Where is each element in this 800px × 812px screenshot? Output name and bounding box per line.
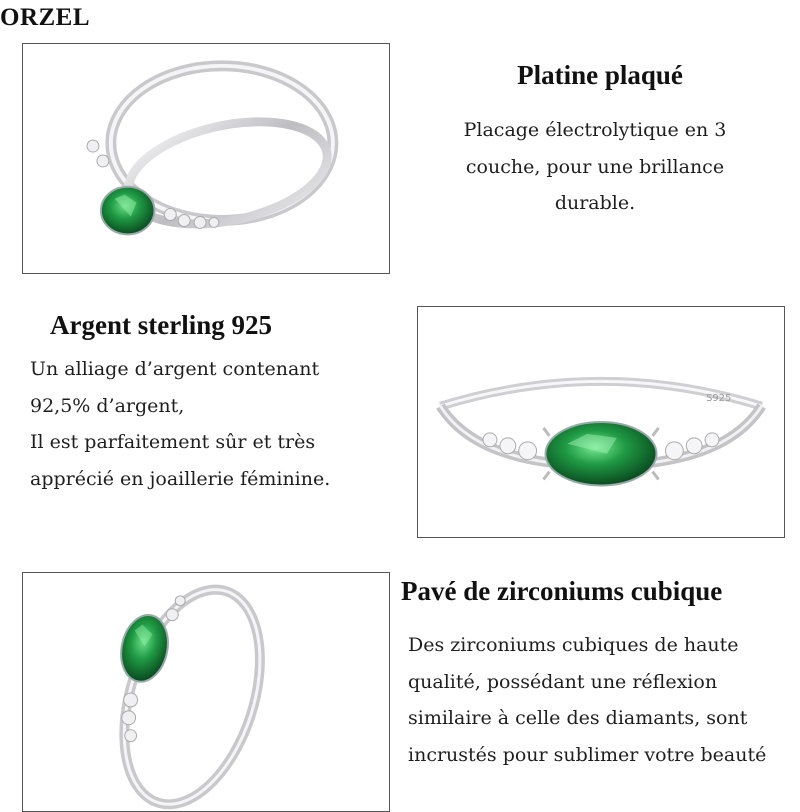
- section-description-platinum: [420, 112, 770, 222]
- ring-image-platinum: [22, 43, 390, 274]
- description-line: qualité, possédant une réflexion: [408, 670, 718, 693]
- description-line: 92,5% d’argent,: [30, 394, 185, 417]
- section-title-sterling: Argent sterling 925: [50, 310, 272, 340]
- emerald-ring-side-icon: [23, 573, 389, 811]
- description-line: couche, pour une brillance: [465, 155, 725, 178]
- emerald-ring-angled-icon: [23, 44, 389, 273]
- description-line: apprécié en joaillerie féminine.: [30, 467, 331, 490]
- ring-image-zirconium: [22, 572, 390, 812]
- description-line: Placage électrolytique en 3: [463, 119, 727, 141]
- brand-logo: ORZEL: [0, 4, 91, 31]
- description-line: durable.: [554, 192, 636, 214]
- section-description-sterling: [30, 351, 330, 497]
- description-line: Il est parfaitement sûr et très: [30, 431, 316, 453]
- emerald-ring-front-icon: [418, 307, 784, 537]
- section-title-platinum: Platine plaqué: [517, 60, 683, 90]
- section-title-zirconium: Pavé de zirconiums cubique: [401, 576, 723, 606]
- description-line: similaire à celle des diamants, sont: [408, 707, 748, 729]
- section-description-zirconium: [408, 627, 766, 773]
- s925-engraving: S925: [706, 393, 732, 405]
- description-line: Des zirconiums cubiques de haute: [408, 634, 739, 656]
- ring-image-sterling: [417, 306, 785, 538]
- description-line: incrustés pour sublimer votre beauté: [408, 743, 767, 766]
- description-line: Un alliage d’argent contenant: [30, 358, 320, 380]
